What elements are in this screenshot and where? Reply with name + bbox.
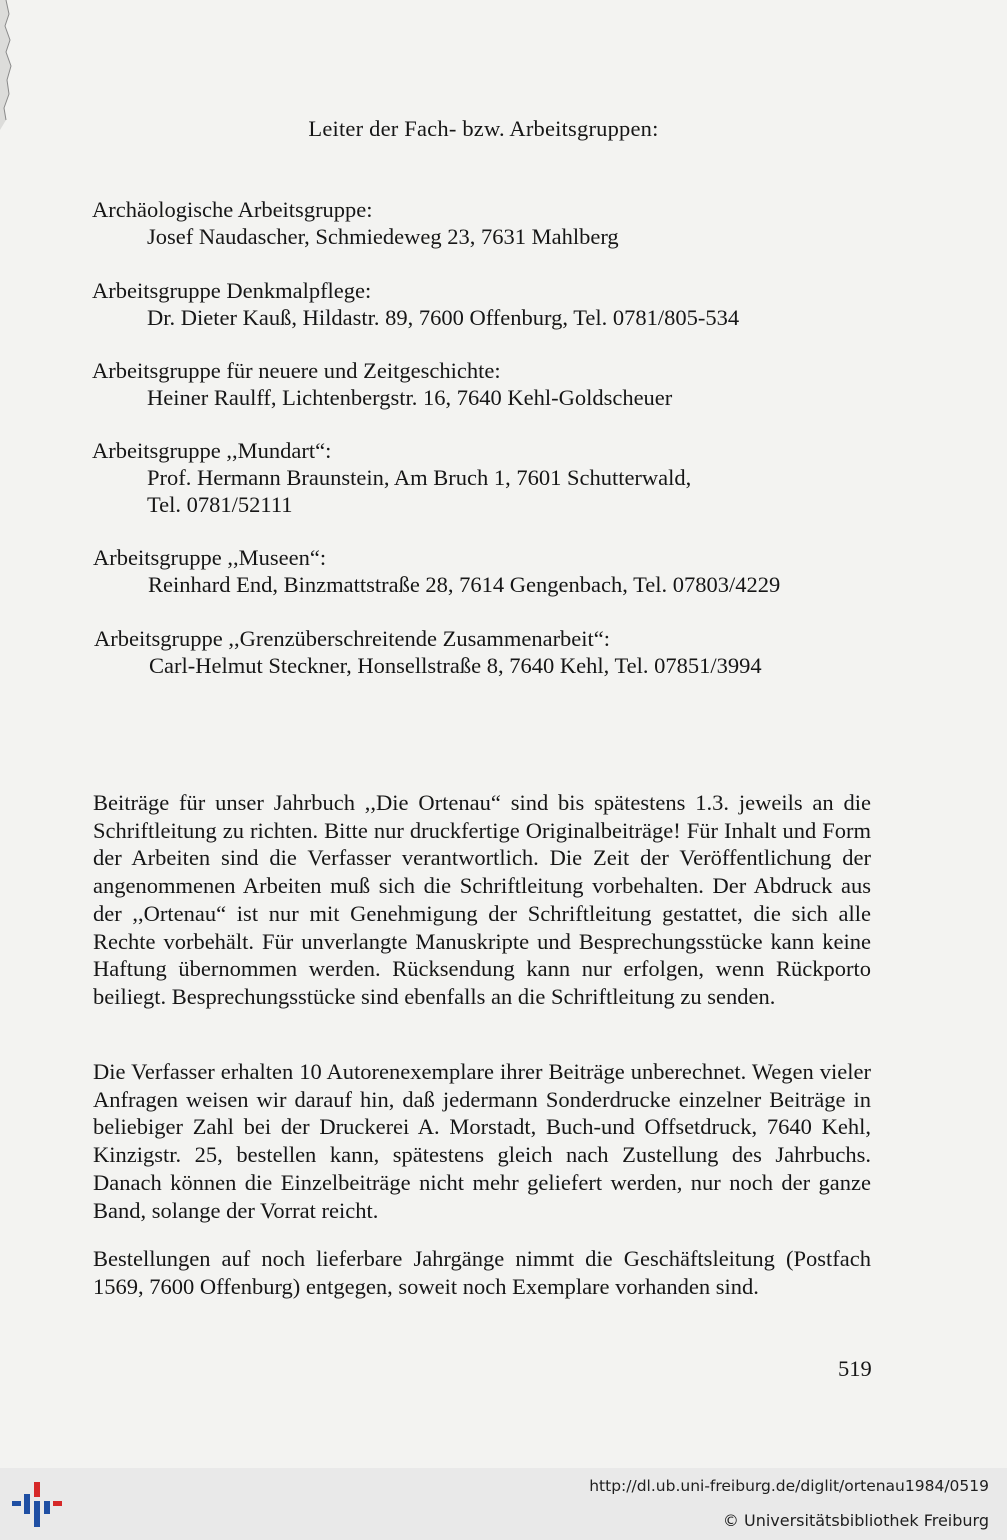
group-mundart	[92, 437, 892, 518]
copyright-notice: © Universitätsbibliothek Freiburg	[722, 1511, 989, 1530]
paragraph-orders: Bestellungen auf noch lieferbare Jahrgänge nimmt die Geschäftsleitung (Postfach 1569, 7600 Offenburg) entgegen, soweit noch Exemplare vorhanden sind.	[93, 1246, 871, 1299]
page-heading: Leiter der Fach- bzw. Arbeitsgruppen:	[308, 116, 659, 141]
source-url: http://dl.ub.uni-freiburg.de/diglit/ortenau1984/0519	[589, 1477, 989, 1495]
group-denkmalpflege	[92, 277, 892, 331]
group-zeitgeschichte	[92, 357, 892, 411]
group-leader-phone: Tel. 0781/52111	[147, 492, 293, 517]
group-leader: Prof. Hermann Braunstein, Am Bruch 1, 7601 Schutterwald,	[147, 465, 692, 490]
group-leader: Carl-Helmut Steckner, Honsellstraße 8, 7640 Kehl, Tel. 07851/3994	[149, 653, 762, 678]
torn-paper-edge	[0, 0, 14, 130]
group-leader: Dr. Dieter Kauß, Hildastr. 89, 7600 Offenburg, Tel. 0781/805-534	[147, 305, 740, 330]
group-grenzueberschreitend	[94, 625, 894, 679]
group-archaeology	[92, 196, 892, 250]
group-title: Arbeitsgruppe ,,Grenzüberschreitende Zusammenarbeit“:	[94, 626, 611, 651]
group-title: Archäologische Arbeitsgruppe:	[92, 197, 373, 222]
group-title: Arbeitsgruppe Denkmalpflege:	[92, 278, 372, 303]
page-number: 519	[838, 1356, 872, 1381]
group-title: Arbeitsgruppe ,,Museen“:	[93, 545, 327, 570]
group-leader: Heiner Raulff, Lichtenbergstr. 16, 7640 Kehl-Goldscheuer	[147, 385, 673, 410]
group-leader: Reinhard End, Binzmattstraße 28, 7614 Gengenbach, Tel. 07803/4229	[148, 572, 781, 597]
footer-bar	[0, 1468, 1007, 1540]
paragraph-author-copies: Die Verfasser erhalten 10 Autorenexemplare ihrer Beiträge unberechnet. Wegen vieler Anfragen weisen wir darauf hin, daß jedermann Sonderdrucke einzelner Beiträge in beliebiger Zahl bei der Druckerei A. Morstadt, Buch-und Offsetdruck, 7640 Kehl, Kinzigstr. 25, bestellen kann, spätestens gleich nach Zustellung des Jahrbuchs. Danach können die Einzelbeiträge nicht mehr geliefert werden, nur noch der ganze Band, solange der Vorrat reicht.	[93, 1059, 871, 1223]
group-title: Arbeitsgruppe ,,Mundart“:	[92, 438, 332, 463]
group-leader: Josef Naudascher, Schmiedeweg 23, 7631 Mahlberg	[147, 224, 619, 249]
group-museen	[93, 544, 893, 598]
paragraph-contributions: Beiträge für unser Jahrbuch ,,Die Ortenau“ sind bis spätestens 1.3. jeweils an die Schriftleitung zu richten. Bitte nur druckfertige Originalbeiträge! Für Inhalt und Form der Arbeiten sind die Verfasser verantwortlich. Die Zeit der Veröffentlichung der angenommenen Arbeiten muß sich die Schriftleitung vorbehalten. Der Abdruck aus der ,,Ortenau“ ist nur mit Genehmigung der Schriftleitung gestattet, die sich alle Rechte vorbehält. Für unverlangte Manuskripte und Besprechungsstücke kann keine Haftung übernommen werden. Rücksendung kann nur erfolgen, wenn Rückporto beiliegt. Besprechungsstücke sind ebenfalls an die Schriftleitung zu senden.	[93, 790, 871, 1009]
group-title: Arbeitsgruppe für neuere und Zeitgeschichte:	[92, 358, 501, 383]
ub-freiburg-logo-icon	[12, 1482, 64, 1528]
